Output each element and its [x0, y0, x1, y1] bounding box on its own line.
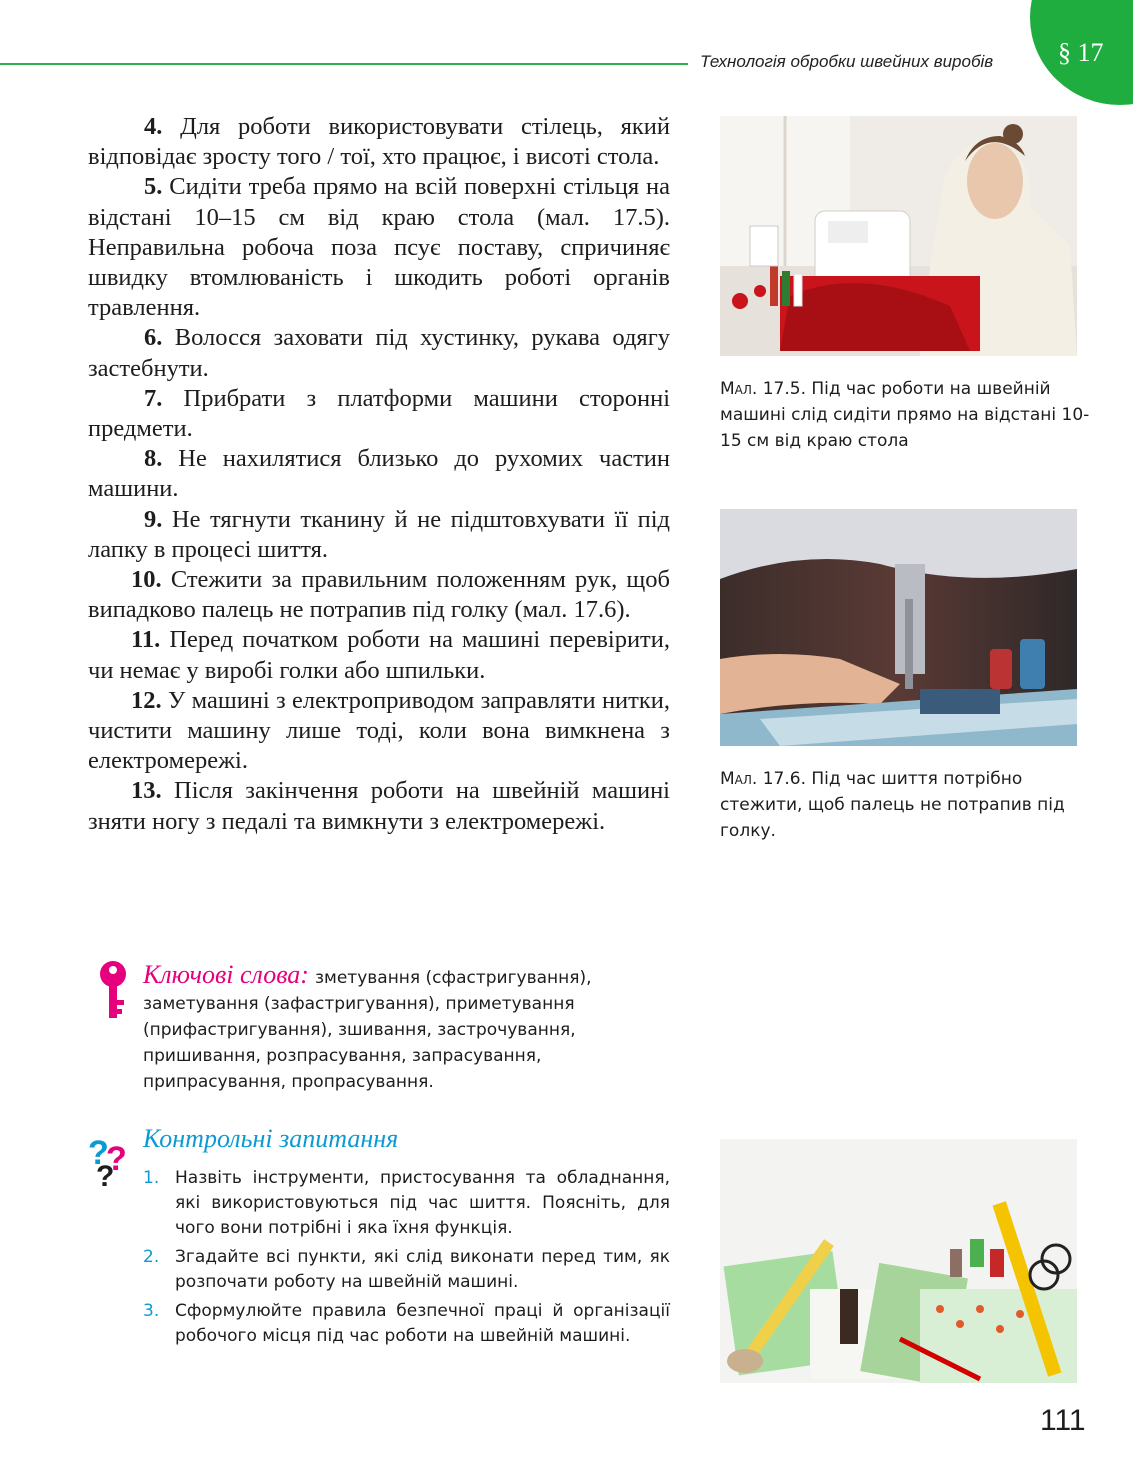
key-icon — [97, 960, 129, 1020]
rule-item: 5. Сидіти треба прямо на всій поверхні стільця на відстані 10–15 см від краю стола (мал. 17.5). Неправильна робоча поза псує поставу, спричиняє швидку втомлюваність і шкодить роботі органів травлення. — [88, 173, 670, 322]
svg-text:?: ? — [106, 1140, 127, 1178]
svg-text:?: ? — [96, 1160, 115, 1190]
rule-item: 10. Стежити за правильним положенням рук, щоб випадково палець не потрапив під голку (мал. 17.6). — [88, 566, 671, 624]
question-item: 3. Сформулюйте правила безпечної праці й організації робочого місця під час роботи на швейній машині. — [143, 1301, 670, 1346]
rule-item: 4. Для роботи використовувати стілець, який відповідає зросту того / тої, хто працює, і висоті стола. — [88, 113, 670, 171]
rule-item: 11. Перед початком роботи на машині перевірити, чи немає у виробі голки або шпильки. — [88, 626, 670, 684]
rule-item: 9. Не тягнути тканину й не підштовхувати її під лапку в процесі шиття. — [88, 505, 671, 563]
safety-rules-list — [88, 112, 670, 837]
rule-item: 8. Не нахилятися близько до рухомих частин машини. — [88, 445, 670, 503]
keywords-block — [143, 962, 673, 1095]
section-number: § 17 — [1058, 38, 1104, 67]
questions-list — [143, 1166, 670, 1353]
page-number: 111 — [1040, 1404, 1086, 1437]
photo-hands-needle — [720, 509, 1077, 746]
keywords-title: Ключові слова: — [143, 960, 309, 989]
rule-item: 12. У машині з електроприводом заправляти нитки, чистити машину лише тоді, коли вона вимкнена з електромережі. — [88, 686, 671, 775]
figure-caption-17-6: Мал. 17.6. Під час шиття потрібно стежити, щоб палець не потрапив під голку. — [720, 769, 1065, 841]
keywords-text: зметування (сфастригування), заметування (зафастригування), приметування (прифастригування), зшивання, застрочування, пришивання, розпрасування, запрасування, припрасування, пропрасування. — [143, 968, 592, 1092]
question-item: 1. Назвіть інструменти, пристосування та обладнання, які використовуються під час шиття. Поясніть, для чого вони потрібні і яка їхня функція. — [143, 1168, 670, 1238]
photo-sewing-tools — [720, 1139, 1077, 1383]
photo-woman-sewing — [720, 116, 1077, 356]
question-marks-icon — [88, 1130, 132, 1190]
header-rule — [0, 63, 688, 65]
svg-text:?: ? — [88, 1134, 109, 1172]
figure-caption-17-5: Мал. 17.5. Під час роботи на швейній машині слід сидіти прямо на відстані 10-15 см від краю стола — [720, 379, 1090, 451]
rule-item: 7. Прибрати з платформи машини сторонні предмети. — [88, 384, 671, 443]
rule-item: 6. Волосся заховати під хустинку, рукава одягу застебнути. — [88, 324, 671, 382]
running-header-title: Технологія обробки швейних виробів — [700, 52, 994, 71]
question-item: 2. Згадайте всі пункти, які слід виконати перед тим, як розпочати роботу на швейній машині. — [143, 1247, 670, 1292]
questions-title: Контрольні запитання — [143, 1124, 399, 1153]
rule-item: 13. Після закінчення роботи на швейній машині зняти ногу з педалі та вимкнути з електромережі. — [88, 777, 670, 835]
